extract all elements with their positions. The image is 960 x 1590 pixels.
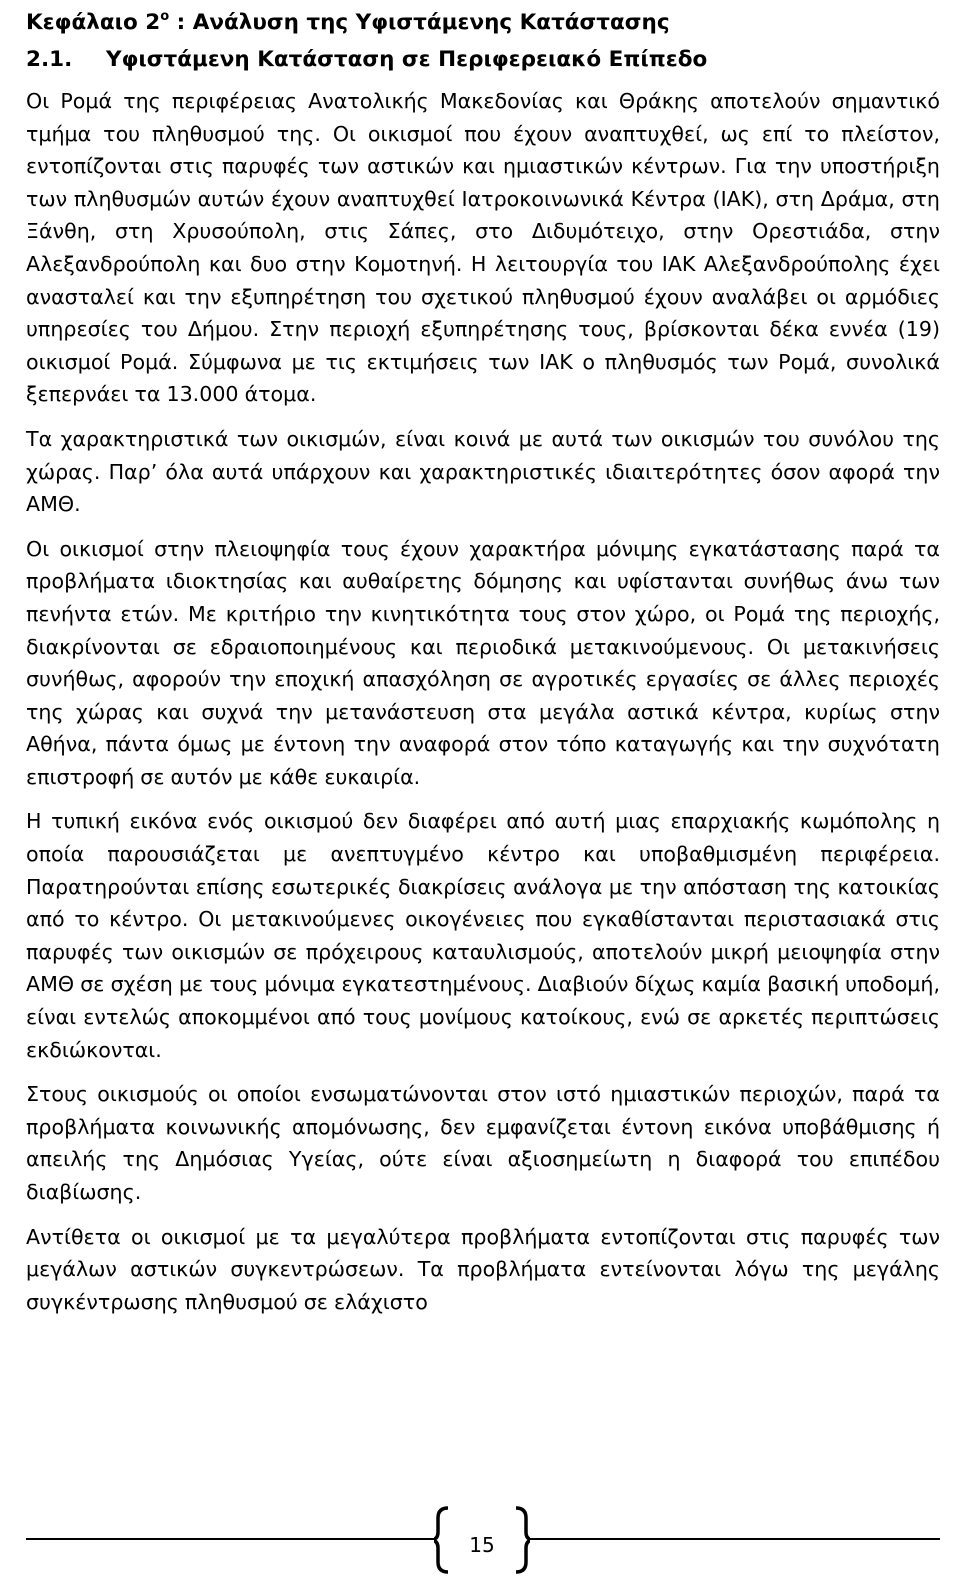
paragraph-2: Τα χαρακτηριστικά των οικισμών, είναι κοινά με αυτά των οικισμών του συνόλου της χώρας. Παρ’ όλα αυτά υπάρχουν και χαρακτηριστικές ιδιαιτερότητες όσον αφορά την ΑΜΘ.	[26, 426, 940, 517]
body-text	[26, 85, 940, 1330]
section-number: 2.1.	[26, 47, 73, 72]
section-title: Υφιστάμενη Κατάσταση σε Περιφερειακό Επίπεδο	[106, 47, 708, 72]
chapter-title-rest: : Ανάλυση της Υφιστάμενης Κατάστασης	[169, 10, 670, 35]
page-number-bracket	[434, 1504, 530, 1576]
chapter-title-prefix: Κεφάλαιο 2	[26, 10, 161, 35]
paragraph-5: Στους οικισμούς οι οποίοι ενσωματώνονται στον ιστό ημιαστικών περιοχών, παρά τα προβλήματα κοινωνικής απομόνωσης, δεν εμφανίζεται έντονη εικόνα υποβάθμισης ή απειλής της Δημόσιας Υγείας, ούτε είναι αξιοσημείωτη η διαφορά του επιπέδου διαβίωσης.	[26, 1082, 940, 1204]
page-number: 15	[469, 1533, 495, 1557]
footer-rule-right	[530, 1538, 940, 1540]
page-footer	[0, 1490, 960, 1590]
chapter-title	[26, 2, 670, 38]
paragraph-4: Η τυπική εικόνα ενός οικισμού δεν διαφέρει από αυτή μιας επαρχιακής κωμόπολης η οποία παρουσιάζεται με ανεπτυγμένο κέντρο και υποβαθμισμένη περιφέρεια. Παρατηρούνται επίσης εσωτερικές διακρίσεις ανάλογα με την απόσταση της κατοικίας από το κέντρο. Οι μετακινούμενες οικογένειες που εγκαθίστανται περιστασιακά στις παρυφές των οικισμών σε πρόχειρους καταυλισμούς, αποτελούν μικρή μειοψηφία στην ΑΜΘ σε σχέση με τους μόνιμα εγκατεστημένους. Διαβιούν δίχως καμία βασική υποδομή, είναι εντελώς αποκομμένοι από τους μονίμους κατοίκους, ενώ σε αρκετές περιπτώσεις εκδιώκονται.	[26, 809, 940, 1062]
section-heading	[26, 45, 707, 75]
footer-rule-left	[26, 1538, 434, 1540]
paragraph-3: Οι οικισμοί στην πλειοψηφία τους έχουν χαρακτήρα μόνιμης εγκατάστασης παρά τα προβλήματα ιδιοκτησίας και αυθαίρετης δόμησης και υφίστανται συνήθως άνω των πενήντα ετών. Με κριτήριο την κινητικότητα τους στον χώρο, οι Ρομά της περιοχής, διακρίνονται σε εδραιοποιημένους και περιοδικά μετακινούμενους. Οι μετακινήσεις συνήθως, αφορούν την εποχική απασχόληση σε αγροτικές εργασίες σε άλλες περιοχές της χώρας και συχνά την μετανάστευση στα μεγάλα αστικά κέντρα, κυρίως στην Αθήνα, πάντα όμως με έντονη την αναφορά στον τόπο καταγωγής και την συχνότατη επιστροφή σε αυτόν με κάθε ευκαιρία.	[26, 536, 940, 789]
chapter-ordinal-superscript: ο	[160, 9, 170, 24]
paragraph-6: Αντίθετα οι οικισμοί με τα μεγαλύτερα προβλήματα εντοπίζονται στις παρυφές των μεγάλων αστικών συγκεντρώσεων. Τα προβλήματα εντείνονται λόγω της μεγάλης συγκέντρωσης πληθυσμού σε ελάχιστο	[26, 1224, 940, 1314]
paragraph-1: Οι Ρομά της περιφέρειας Ανατολικής Μακεδονίας και Θράκης αποτελούν σημαντικό τμήμα του πληθυσμού της. Οι οικισμοί που έχουν αναπτυχθεί, ως επί το πλείστον, εντοπίζονται στις παρυφές των αστικών και ημιαστικών κέντρων. Για την υποστήριξη των πληθυσμών αυτών έχουν αναπτυχθεί Ιατροκοινωνικά Κέντρα (ΙΑΚ), στη Δράμα, στη Ξάνθη, στη Χρυσούπολη, στις Σάπες, στο Διδυμότειχο, στην Ορεστιάδα, στην Αλεξανδρούπολη και δυο στην Κομοτηνή. Η λειτουργία του ΙΑΚ Αλεξανδρούπολης έχει ανασταλεί και την εξυπηρέτηση του σχετικού πληθυσμού έχουν αναλάβει οι αρμόδιες υπηρεσίες του Δήμου. Στην περιοχή εξυπηρέτησης τους, βρίσκονται δέκα εννέα (19) οικισμοί Ρομά. Σύμφωνα με τις εκτιμήσεις των ΙΑΚ ο πληθυσμός των Ρομά, συνολικά ξεπερνάει τα 13.000 άτομα.	[26, 89, 940, 407]
